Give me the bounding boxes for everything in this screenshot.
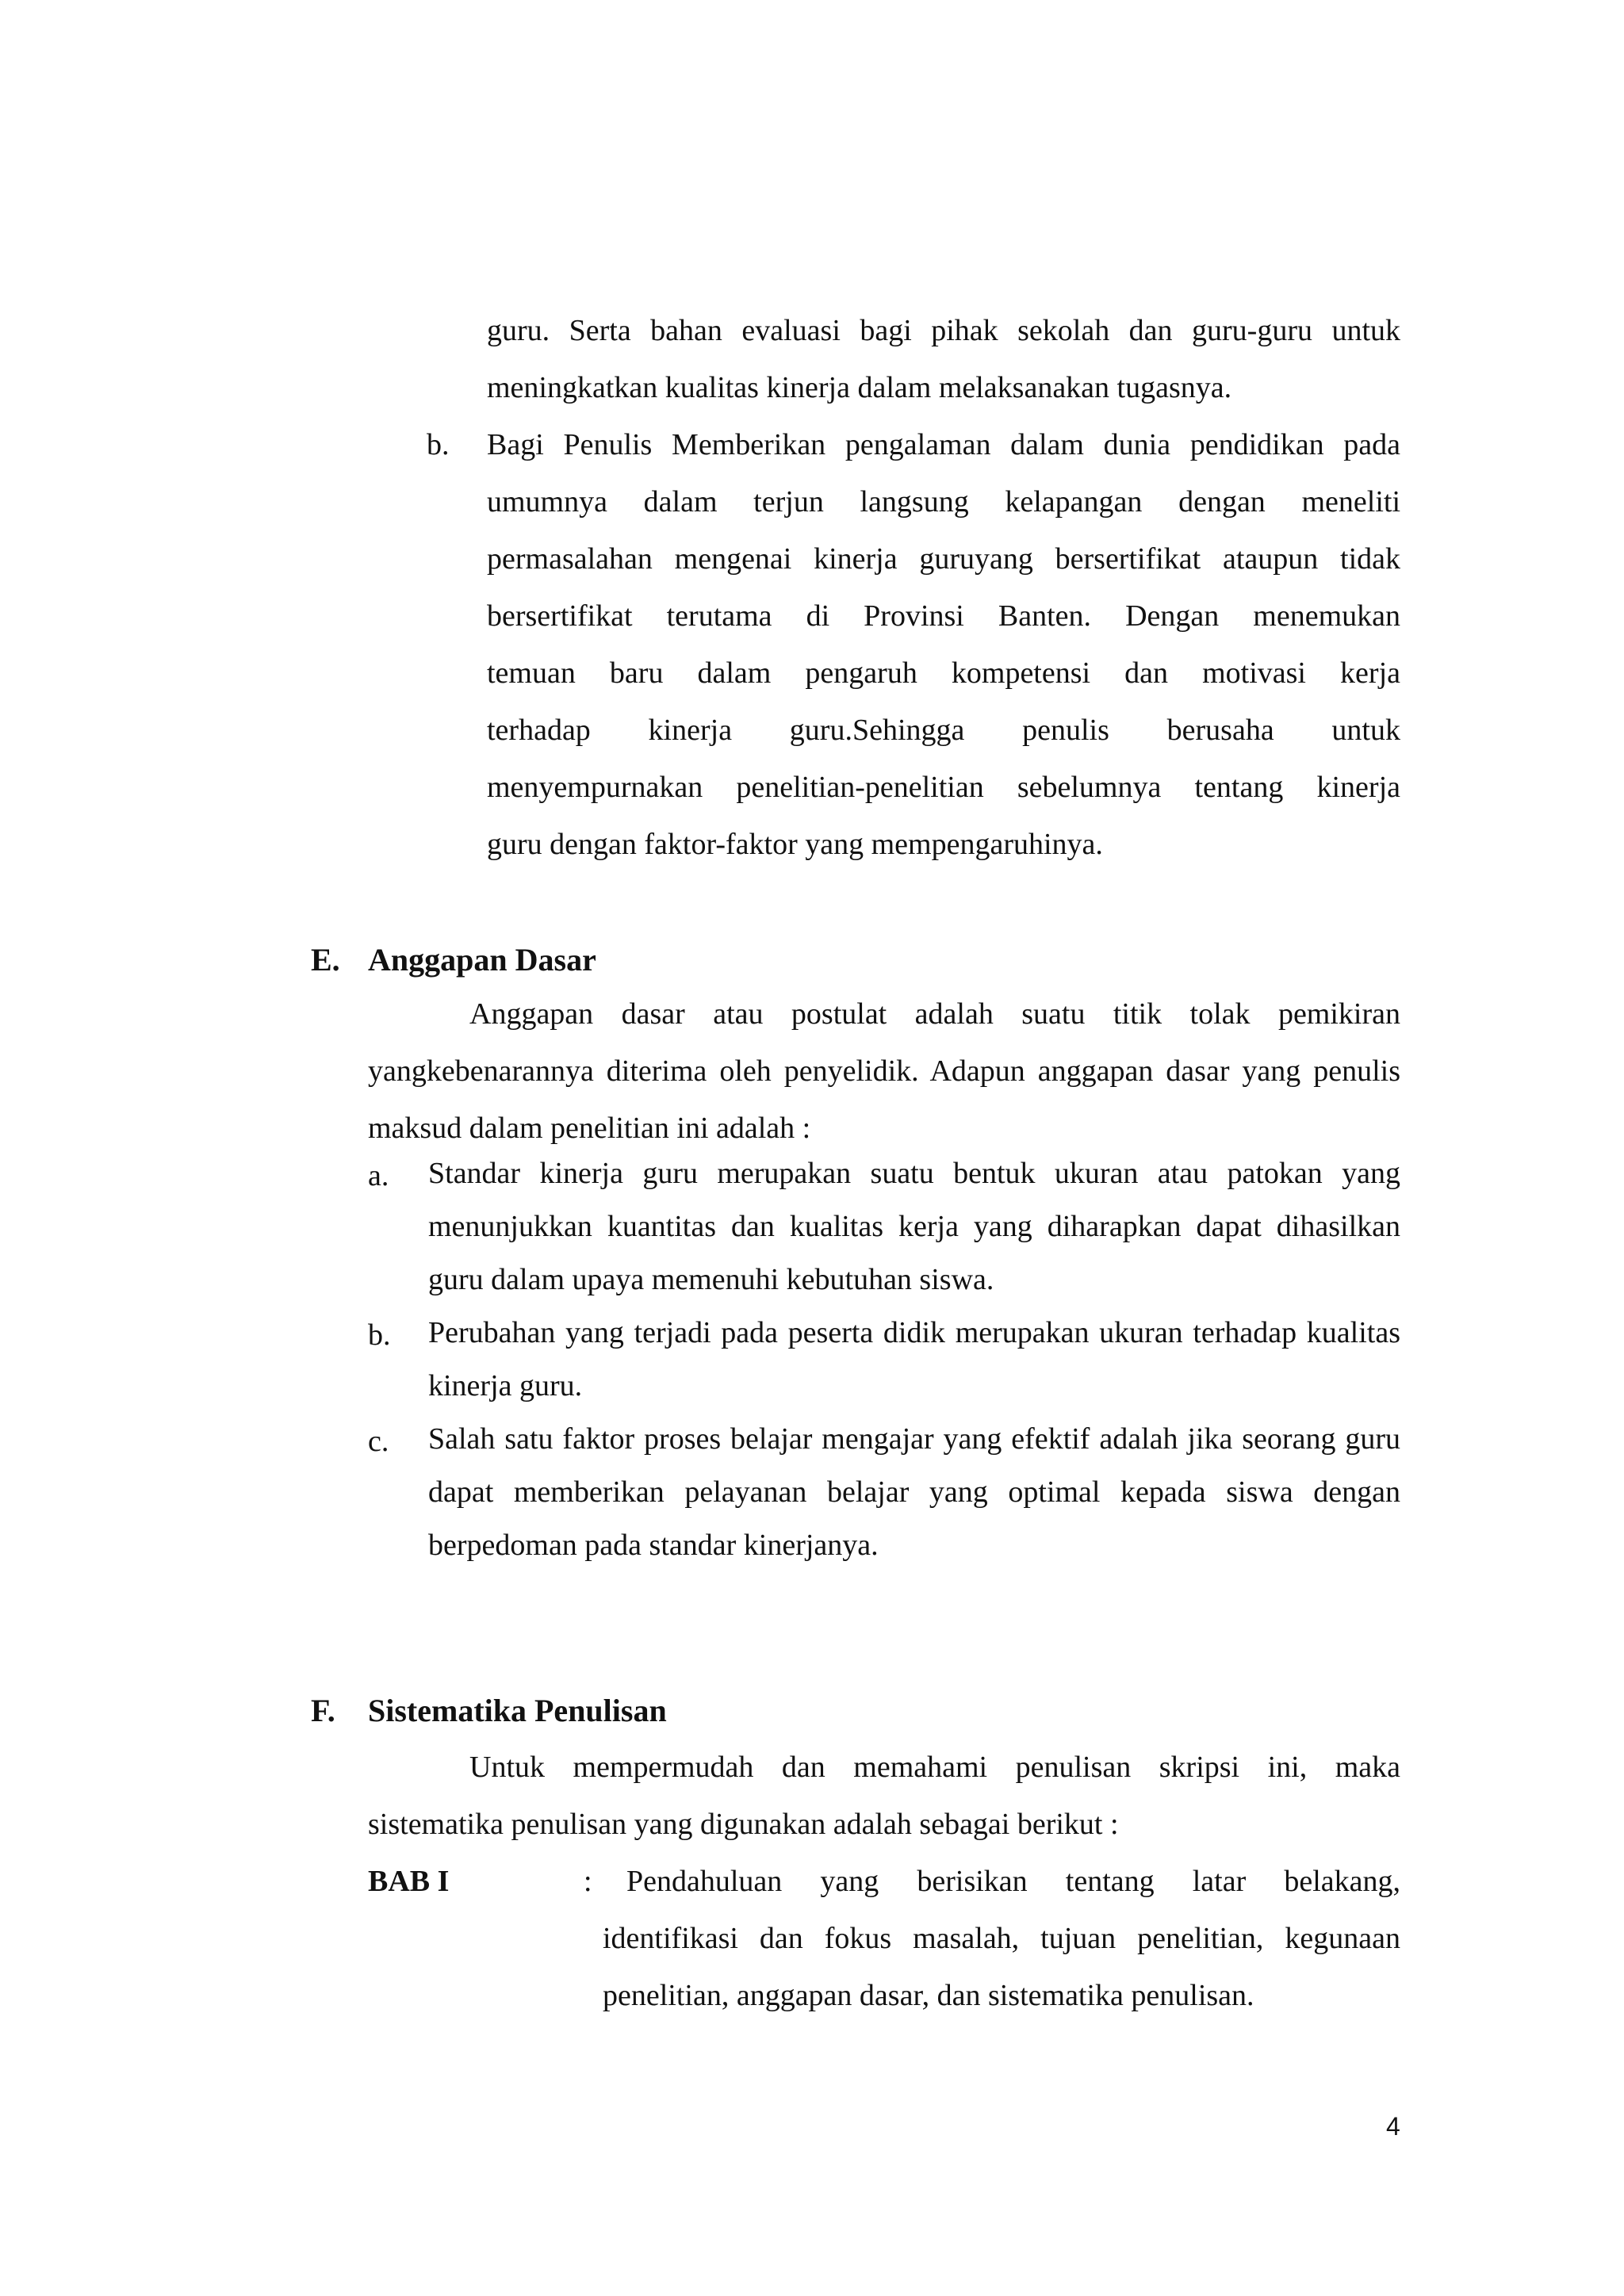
text-line: identifikasi dan fokus masalah, tujuan penelitian, kegunaan (603, 1922, 1400, 1955)
text-line: maksud dalam penelitian ini adalah : (368, 1112, 811, 1145)
section-e-intro (368, 985, 1400, 1157)
text-line: guru dengan faktor-faktor yang mempengaruhinya. (487, 828, 1103, 861)
section-e-item-b (428, 1307, 1400, 1413)
page-number: 4 (1386, 2112, 1400, 2141)
text-line: guru. Serta bahan evaluasi bagi pihak sekolah dan guru-guru untuk (487, 314, 1400, 347)
text-line: terhadap kinerja guru.Sehingga penulis berusaha untuk (487, 714, 1400, 747)
text-line: meningkatkan kualitas kinerja dalam melaksanakan tugasnya. (487, 371, 1232, 404)
text-line: Standar kinerja guru merupakan suatu bentuk ukuran atau patokan yang (428, 1157, 1400, 1190)
section-e-item-a (428, 1147, 1400, 1307)
bab-description (603, 1853, 1400, 2024)
text-line: guru dalam upaya memenuhi kebutuhan siswa. (428, 1263, 994, 1296)
continuation-paragraph (487, 302, 1400, 416)
text-line: temuan baru dalam pengaruh kompetensi dan motivasi kerja (487, 656, 1400, 690)
text-line: permasalahan mengenai kinerja guruyang bersertifikat ataupun tidak (487, 542, 1400, 576)
text-line: Pendahuluan yang berisikan tentang latar belakang, (626, 1865, 1400, 1898)
section-e-heading (311, 932, 596, 989)
section-f-heading (311, 1682, 667, 1739)
text-line: berpedoman pada standar kinerjanya. (428, 1529, 879, 1562)
bab-colon: : (584, 1865, 592, 1898)
text-line: menyempurnakan penelitian-penelitian sebelumnya tentang kinerja (487, 771, 1400, 804)
text-line: bersertifikat terutama di Provinsi Banten. Dengan menemukan (487, 599, 1400, 633)
section-title: Sistematika Penulisan (368, 1693, 667, 1728)
text-line: penelitian, anggapan dasar, dan sistematika penulisan. (603, 1979, 1254, 2012)
section-e-item-c (428, 1413, 1400, 1572)
text-line: Salah satu faktor proses belajar mengajar yang efektif adalah jika seorang guru (428, 1422, 1400, 1456)
item-b-paragraph (487, 416, 1400, 873)
section-letter: E. (311, 942, 340, 978)
text-line: menunjukkan kuantitas dan kualitas kerja yang diharapkan dapat dihasilkan (428, 1210, 1400, 1243)
section-title: Anggapan Dasar (368, 942, 596, 978)
text-line: Perubahan yang terjadi pada peserta didik merupakan ukuran terhadap kualitas (428, 1316, 1400, 1349)
list-marker-b: b. (368, 1318, 391, 1352)
section-f-intro (368, 1739, 1400, 1853)
text-line: sistematika penulisan yang digunakan adalah sebagai berikut : (368, 1808, 1119, 1841)
section-letter: F. (311, 1693, 335, 1728)
text-line: dapat memberikan pelayanan belajar yang optimal kepada siswa dengan (428, 1475, 1400, 1509)
list-marker-b: b. (427, 428, 450, 461)
text-line: Anggapan dasar atau postulat adalah suatu titik tolak pemikiran (469, 997, 1400, 1031)
list-marker-a: a. (368, 1159, 389, 1192)
list-marker-c: c. (368, 1425, 389, 1458)
text-line: Bagi Penulis Memberikan pengalaman dalam dunia pendidikan pada (487, 428, 1400, 461)
text-line: yangkebenarannya diterima oleh penyelidik. Adapun anggapan dasar yang penulis (368, 1054, 1400, 1088)
text-line: umumnya dalam terjun langsung kelapangan dengan meneliti (487, 485, 1400, 519)
text-line: kinerja guru. (428, 1369, 583, 1402)
text-line: Untuk mempermudah dan memahami penulisan skripsi ini, maka (469, 1751, 1400, 1784)
bab-label: BAB I (368, 1865, 450, 1898)
